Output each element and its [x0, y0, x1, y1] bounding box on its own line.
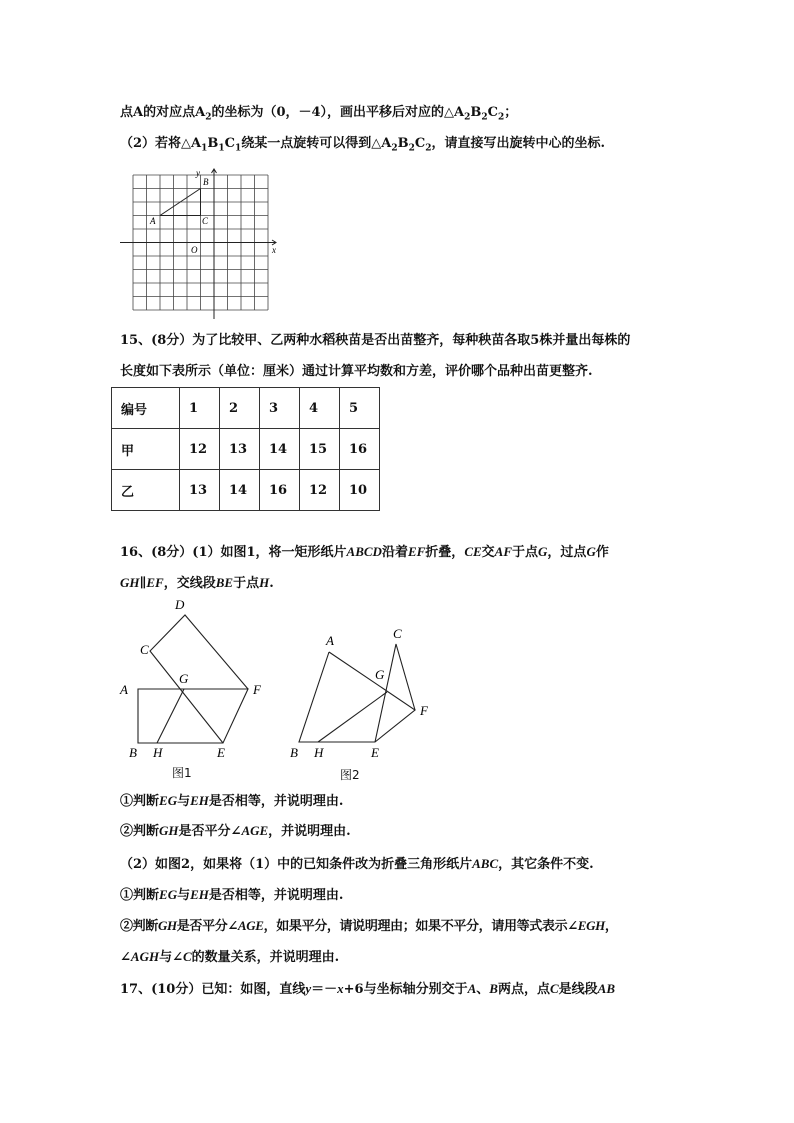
table-header-cell: 2	[220, 388, 260, 429]
table-cell: 乙	[112, 470, 180, 511]
table-cell: 12	[300, 470, 340, 511]
table-cell: 甲	[112, 429, 180, 470]
fig1-label-h: H	[153, 745, 163, 760]
table-cell: 13	[180, 470, 220, 511]
table-cell: 15	[300, 429, 340, 470]
table-header-cell: 4	[300, 388, 340, 429]
coordinate-grid-figure	[118, 165, 283, 320]
fig1-label-a: A	[120, 682, 128, 697]
q16-part-2-2: ②判断GH是否平分∠AGE，如果平分，请说明理由；如果不平分，请用等式表示∠EGH，	[120, 918, 618, 934]
fig2-caption: 图2	[340, 768, 360, 782]
table-header-cell: 5	[340, 388, 380, 429]
q17-line-1: 17、(10分）已知：如图，直线y＝－x+6与坐标轴分别交于A、B两点，点C是线段AB	[120, 981, 615, 997]
q16-part-1-1: ①判断EG与EH是否相等，并说明理由.	[120, 793, 344, 809]
fig2-label-g: G	[375, 667, 385, 682]
table-cell: 16	[340, 429, 380, 470]
x-axis-label: x	[272, 245, 276, 255]
fig2-label-c: C	[393, 626, 402, 641]
q16-line-2: GH∥EF，交线段BE于点H.	[120, 575, 274, 591]
fig1-caption: 图1	[172, 766, 192, 780]
q16-part-2: （2）如图2，如果将（1）中的已知条件改为折叠三角形纸片ABC，其它条件不变.	[120, 856, 594, 872]
table-header-cell: 1	[180, 388, 220, 429]
q14-line-1: 点A的对应点$A_2$的坐标为（0，－4），画出平移后对应的$\triangle A_2B_2C_2$；	[120, 105, 518, 123]
table-cell: 13	[220, 429, 260, 470]
fig1-label-g: G	[179, 671, 189, 686]
figure-1-rectangle-fold	[110, 593, 270, 768]
fig1-label-e: E	[217, 745, 225, 760]
q14-line-2: （2）若将$\triangle A_1B_1C_1$绕某一点旋转可以得到$\triangle A_2B_2C_2$，请直接写出旋转中心的坐标.	[120, 136, 606, 154]
point-c-label: C	[202, 216, 209, 226]
q15-line-1: 15、(8分）为了比较甲、乙两种水稻秧苗是否出苗整齐，每种秧苗各取5株并量出每株的	[120, 333, 631, 348]
table-header-row	[112, 388, 380, 429]
q16-line-1: 16、(8分）(1）如图1，将一矩形纸片ABCD沿着EF折叠，CE交AF于点G，过点G作	[120, 544, 609, 560]
seedling-table	[111, 387, 380, 511]
table-row	[112, 470, 380, 511]
table-header-cell: 编号	[112, 388, 180, 429]
fig2-label-b: B	[290, 745, 298, 760]
point-b-label: B	[203, 177, 209, 187]
fig2-label-e: E	[371, 745, 379, 760]
q16-part-2-1: ①判断EG与EH是否相等，并说明理由.	[120, 887, 344, 903]
table-cell: 14	[220, 470, 260, 511]
table-header-cell: 3	[260, 388, 300, 429]
q16-part-1-2: ②判断GH是否平分∠AGE，并说明理由.	[120, 823, 351, 839]
table-row	[112, 429, 380, 470]
fig1-label-b: B	[129, 745, 137, 760]
fig2-label-a: A	[326, 633, 334, 648]
figure-2-triangle-fold	[285, 622, 445, 767]
fig2-label-h: H	[314, 745, 324, 760]
table-cell: 10	[340, 470, 380, 511]
q15-line-2: 长度如下表所示（单位：厘米）通过计算平均数和方差，评价哪个品种出苗更整齐.	[120, 364, 593, 379]
fig1-label-c: C	[140, 642, 149, 657]
table-cell: 12	[180, 429, 220, 470]
fig1-label-f: F	[253, 682, 261, 697]
origin-label: O	[191, 245, 198, 255]
fig2-label-f: F	[420, 703, 428, 718]
point-a-label: A	[150, 216, 156, 226]
q16-part-2-2-cont: ∠AGH与∠C的数量关系，并说明理由.	[120, 949, 340, 965]
table-cell: 16	[260, 470, 300, 511]
y-axis-label: y	[196, 168, 200, 178]
fig1-label-d: D	[175, 597, 185, 612]
table-cell: 14	[260, 429, 300, 470]
